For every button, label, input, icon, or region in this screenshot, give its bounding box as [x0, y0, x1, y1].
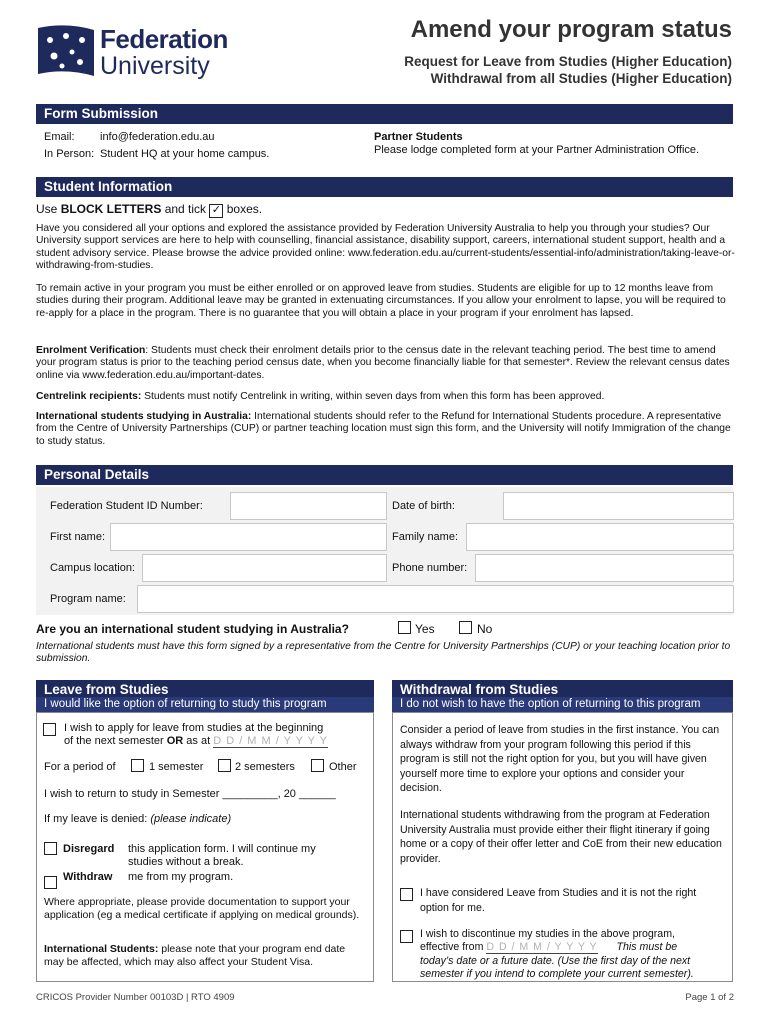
- no-label: No: [477, 622, 493, 636]
- withdraw-text: me from my program.: [128, 871, 234, 883]
- disregard-checkbox[interactable]: [44, 842, 57, 855]
- family-name-input[interactable]: [466, 523, 734, 551]
- first-name-label: First name:: [50, 531, 106, 543]
- withdrawal-heading: Withdrawal from Studies: [392, 680, 733, 700]
- inperson-value: Student HQ at your home campus.: [100, 148, 270, 160]
- considered-leave-text: I have considered Leave from Studies and it is not the right option for me.: [420, 887, 697, 914]
- intl-question: Are you an international student studying in Australia?: [36, 622, 349, 636]
- apply-leave-line1: I wish to apply for leave from studies at the beginning: [64, 722, 324, 734]
- personal-details-heading: Personal Details: [36, 465, 733, 485]
- info-para-1: Have you considered all your options and explored the assistance provided by Federation University Australia to help you through your studies? Our University support services are here to help with counselling, financial assistance, disability support, careers, international student support, health and a student advisory service. Please browse the advice provided online: www.federation.edu.au/current-students/essential-info/administration/taking-leave-or-withdrawing-from-studies.: [36, 223, 735, 272]
- student-id-input[interactable]: [230, 492, 387, 520]
- email-label: Email:: [44, 131, 75, 143]
- first-name-input[interactable]: [110, 523, 387, 551]
- info-para-3: Enrolment Verification: Students must check their enrolment details prior to the census date in the relevant teaching period. The best time to amend your program status is prior to the teaching period census date, when you become financially liable for that semester*. Review the relevant census dates online via www.federation.edu.au/important-dates.: [36, 345, 730, 381]
- subtitle-withdrawal: Withdrawal from all Studies (Higher Education): [430, 71, 732, 86]
- dob-label: Date of birth:: [392, 500, 455, 512]
- form-submission-heading: Form Submission: [36, 104, 733, 124]
- other-checkbox[interactable]: [311, 759, 324, 772]
- docs-text: Where appropriate, please provide documentation to support your application (eg a medical certificate if applying on medical grounds).: [44, 896, 360, 921]
- no-checkbox[interactable]: [459, 621, 472, 634]
- subtitle-leave: Request for Leave from Studies (Higher Education): [404, 54, 732, 69]
- discontinue-note-2: semester if you intend to complete your current semester).: [420, 968, 694, 980]
- page-title: Amend your program status: [410, 16, 732, 43]
- info-para-4: Centrelink recipients: Students must notify Centrelink in writing, within seven days from when this form has been approved.: [36, 391, 605, 402]
- leave-subheading: I would like the option of returning to study this program: [36, 697, 374, 712]
- disregard-text-1: this application form. I will continue my: [128, 843, 316, 855]
- disregard-label: Disregard: [63, 843, 115, 855]
- program-input[interactable]: [137, 585, 734, 613]
- logo-flag-icon: [36, 24, 96, 80]
- yes-label: Yes: [415, 622, 435, 636]
- withdraw-label: Withdraw: [63, 871, 113, 883]
- period-label: For a period of: [44, 761, 116, 773]
- logo: [36, 24, 266, 82]
- leave-heading: Leave from Studies: [36, 680, 374, 700]
- family-name-label: Family name:: [392, 531, 459, 543]
- logo-federation: Federation: [100, 24, 228, 54]
- student-info-heading: Student Information: [36, 177, 733, 197]
- info-para-5: International students studying in Australia: International students should refer to the Refund for International Students procedure. A representative from the Centre of University Partnerships (CUP) or partner teaching location must sign this form, and the University will notify Immigration of the change to study status.: [36, 411, 731, 447]
- withdrawal-para-2: International students withdrawing from the program at Federation University Australia must provide either their flight itinerary if going home or a copy of their offer letter and CoE from their new education provider.: [400, 809, 722, 865]
- inperson-label: In Person:: [44, 148, 95, 160]
- phone-label: Phone number:: [392, 562, 468, 574]
- withdrawal-date-input[interactable]: D D / M M / Y Y Y Y: [486, 941, 598, 953]
- phone-input[interactable]: [475, 554, 734, 582]
- partner-heading: Partner Students: [374, 131, 463, 143]
- partner-text: Please lodge completed form at your Partner Administration Office.: [374, 144, 700, 156]
- student-id-label: Federation Student ID Number:: [50, 500, 203, 512]
- withdrawal-para-1: Consider a period of leave from studies in the first instance. You can always withdraw from your program following this period if this program is still not the right option for you, but you will have given yourself more time to explore your options and consider your decision.: [400, 724, 720, 794]
- two-semesters-label: 2 semesters: [235, 761, 295, 773]
- one-semester-label: 1 semester: [149, 761, 204, 773]
- leave-intl-text: International Students: please note that your program end date may be affected, which may also affect your Student Visa.: [44, 943, 346, 968]
- email-value[interactable]: info@federation.edu.au: [100, 131, 215, 143]
- program-label: Program name:: [50, 593, 126, 605]
- yes-checkbox[interactable]: [398, 621, 411, 634]
- leave-date-input[interactable]: D D / M M / Y Y Y Y: [213, 735, 328, 747]
- withdrawal-subheading: I do not wish to have the option of returning to this program: [392, 697, 733, 712]
- apply-leave-checkbox[interactable]: [43, 723, 56, 736]
- disregard-text-2: studies without a break.: [128, 856, 244, 868]
- two-semesters-checkbox[interactable]: [218, 759, 231, 772]
- denied-line: If my leave is denied: (please indicate): [44, 813, 232, 825]
- block-letters-note: Use BLOCK LETTERS and tick ✓ boxes.: [36, 202, 263, 216]
- campus-label: Campus location:: [50, 562, 135, 574]
- info-para-2: To remain active in your program you must be either enrolled or on approved leave from studies. Students are eligible for up to 12 months leave from studies during their program. Additional leave may be granted in extenuating circumstances. If you allow your enrolment to lapse, you will be required to re-apply for a place in the program. There is no guarantee that you will obtain a place in your program if your enrolment has lapsed.: [36, 283, 726, 319]
- discontinue-line1: I wish to discontinue my studies in the above program,: [420, 928, 675, 940]
- one-semester-checkbox[interactable]: [131, 759, 144, 772]
- considered-leave-checkbox[interactable]: [400, 888, 413, 901]
- other-label: Other: [329, 761, 357, 773]
- tick-box-icon: ✓: [209, 204, 223, 218]
- intl-note: International students must have this form signed by a representative from the Centre for University Partnerships (CUP) or your teaching location prior to submission.: [36, 641, 731, 665]
- footer-page-number: Page 1 of 2: [685, 992, 734, 1003]
- dob-input[interactable]: [503, 492, 734, 520]
- discontinue-note-1: today’s date or a future date. (Use the first day of the next: [420, 955, 691, 967]
- return-semester-line[interactable]: I wish to return to study in Semester _________, 20 ______: [44, 788, 336, 800]
- logo-university: University: [100, 52, 210, 80]
- withdraw-checkbox[interactable]: [44, 876, 57, 889]
- campus-input[interactable]: [142, 554, 387, 582]
- discontinue-line2: effective from D D / M M / Y Y Y Y This must be: [420, 941, 678, 953]
- footer-cricos: CRICOS Provider Number 00103D | RTO 4909: [36, 992, 235, 1003]
- discontinue-checkbox[interactable]: [400, 930, 413, 943]
- apply-leave-line2: of the next semester OR as at D D / M M / Y Y Y Y: [64, 735, 328, 747]
